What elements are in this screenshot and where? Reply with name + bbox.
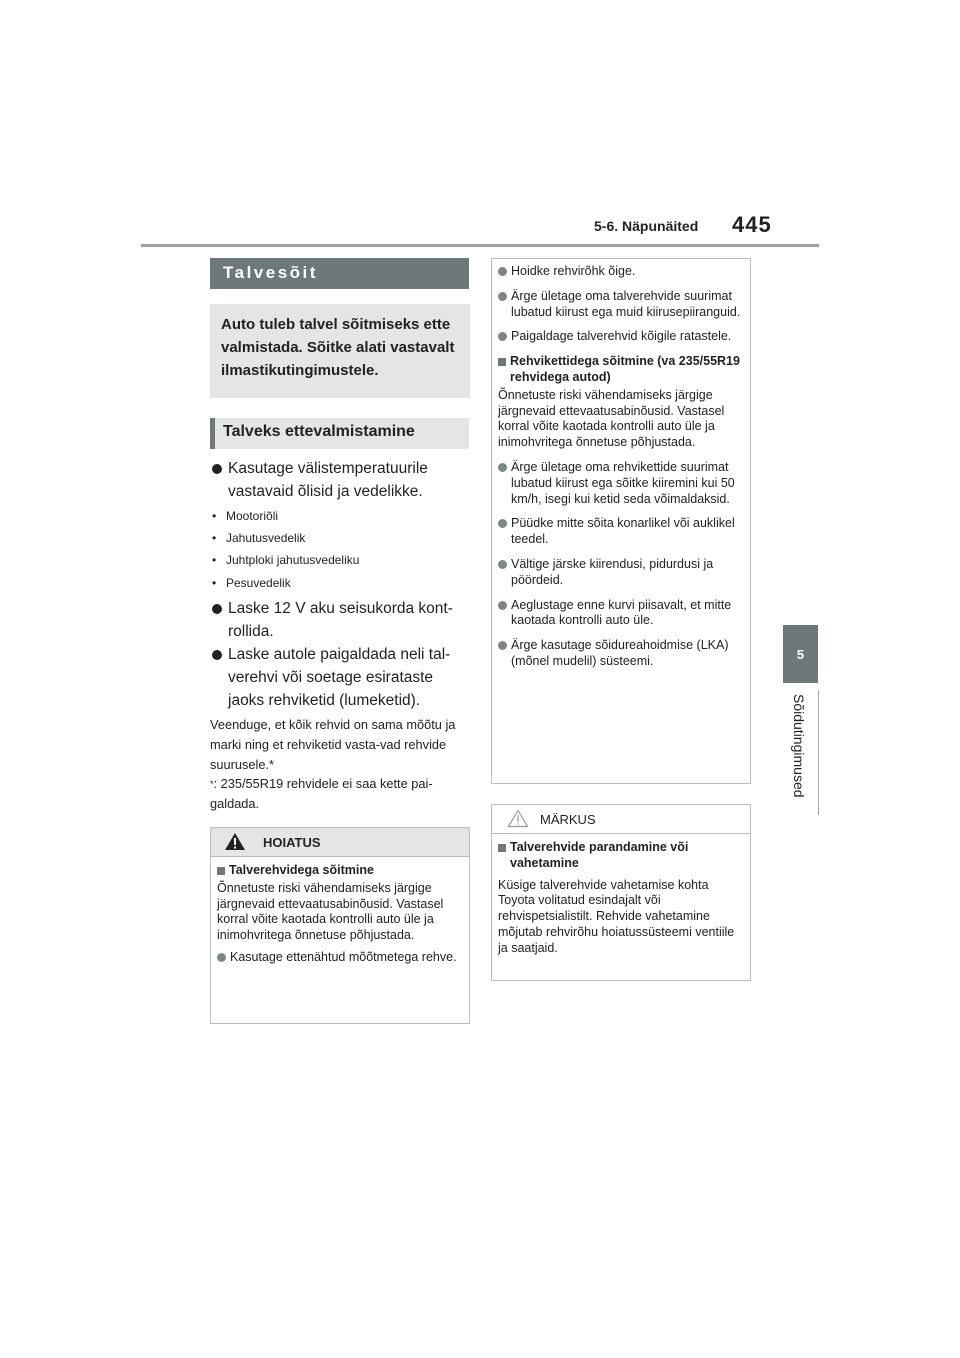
bullet-dot [498, 641, 507, 650]
list-item-text: Ärge kasutage sõidureahoidmise (LKA) (mõnel mudelil) süsteemi. [511, 638, 729, 668]
warning-header [211, 828, 469, 857]
list-item-text: Mootoriõli [226, 509, 279, 523]
bullet-dot [498, 292, 507, 301]
list-item-text: Püüdke mitte sõita konarlikel või auklikel teedel. [511, 516, 735, 547]
bullet-text: Laske autole paigaldada neli tal-verehvi või soetage esirataste jaoks rehviketid (lumeketid). [228, 646, 451, 709]
chains-text: Õnnetuste riski vähendamiseks järgige järgnevaid ettevaatusabinõusid. Vastasel korral võite kaotada kontrolli auto üle ja inimohvritega õnnetuse põhjustada. [498, 387, 725, 450]
bullet-dot [498, 267, 507, 276]
page-number: 445 [732, 212, 772, 237]
section-title: 5-6. Näpunäited [594, 218, 699, 234]
footnote [210, 774, 472, 814]
notice-heading-text: Talverehvide parandamine või vahetamine [510, 840, 689, 870]
side-rule [818, 690, 819, 815]
bullet-text: Kasutage välistemperatuurile vastavaid õlisid ja vedelikke. [228, 460, 428, 500]
notice-header [492, 805, 750, 834]
list-item [498, 516, 744, 548]
warning-continued-box [491, 258, 751, 784]
list-item-text: Juhtploki jahutusvedeliku [226, 553, 360, 567]
notice-heading [498, 840, 744, 872]
bullet-fluids [210, 457, 472, 503]
bullet-dot [212, 650, 222, 660]
list-item [498, 557, 744, 589]
chains-heading-text: Rehvikettidega sõitmine (va 235/55R19 rehvidega autod) [510, 354, 740, 384]
square-bullet-icon [498, 844, 506, 852]
list-item-text: Hoidke rehvirõhk õige. [511, 264, 636, 278]
list-item-text: Paigaldage talverehvid kõigile ratastele. [511, 329, 732, 344]
list-item [498, 460, 744, 507]
section-heading: Talvesõit [223, 263, 318, 282]
list-item [498, 598, 744, 630]
subheading-accent [210, 418, 215, 449]
header-rule [141, 244, 819, 247]
square-bullet-icon [217, 867, 225, 875]
list-item: • Pesuvedelik [212, 576, 291, 590]
square-bullet-icon [498, 358, 506, 366]
list-item [498, 264, 744, 280]
intro-box [210, 304, 470, 398]
chapter-label [781, 694, 809, 814]
footnote-text: : 235/55R19 rehvidele ei saa kette pai-galdada. [210, 776, 433, 811]
chapter-label-text: Sõidutingimused [791, 694, 807, 798]
chapter-tab [783, 625, 818, 683]
subheading-bar [210, 418, 469, 449]
footnote-mark: * [210, 779, 214, 789]
warning-title: HOIATUS [263, 835, 321, 850]
note-text: Veenduge, et kõik rehvid on sama mõõtu ja marki ning et rehviketid vasta-vad rehvide suurusele.* [210, 717, 456, 772]
warning-heading [217, 863, 463, 879]
list-item-text: Jahutusvedelik [226, 531, 306, 545]
bullet-dot [498, 560, 507, 569]
list-item: • Mootoriõli [212, 509, 279, 523]
list-item [498, 329, 744, 345]
list-item: • Juhtploki jahutusvedeliku [212, 553, 360, 567]
bullet-dot [498, 519, 507, 528]
notice-box [491, 804, 751, 981]
notice-icon [507, 809, 529, 831]
list-item-text: Pesuvedelik [226, 576, 291, 590]
warning-item [217, 950, 463, 966]
list-item: • Jahutusvedelik [212, 531, 306, 545]
list-item-text: Ärge ületage oma talverehvide suurimat lubatud kiirust ega muid kiirusepiiranguid. [511, 288, 741, 319]
bullet-tires [210, 643, 472, 712]
warning-heading-text: Talverehvidega sõitmine [229, 863, 374, 877]
bullet-dot [217, 953, 226, 962]
bullet-dot [212, 604, 222, 614]
bullet-dot [498, 332, 507, 341]
notice-title: MÄRKUS [540, 812, 596, 827]
intro-text: Auto tuleb talvel sõitmiseks ette valmistada. Sõitke alati vastavalt ilmastikutingimustele. [221, 316, 455, 379]
list-item [498, 289, 744, 321]
notice-text: Küsige talverehvide vahetamise kohta Toyota volitatud esindajalt või rehvispetsialistilt. Rehvide vahetamine mõjutab rehvirõhu hoiatussüsteemi ventiile ja saatjaid. [498, 877, 735, 955]
bullet-dot [212, 464, 222, 474]
chains-heading [498, 354, 744, 386]
warning-text: Õnnetuste riski vähendamiseks järgige järgnevaid ettevaatusabinõusid. Vastasel korral võite kaotada kontrolli auto üle ja inimohvritega õnnetuse põhjustada. [217, 880, 444, 943]
chapter-number: 5 [796, 647, 805, 662]
warning-icon [224, 832, 246, 854]
list-item-text: Aeglustage enne kurvi piisavalt, et mitte kaotada kontrolli auto üle. [511, 597, 732, 628]
warning-item-text: Kasutage ettenähtud mõõtmetega rehve. [230, 949, 457, 964]
list-item-text: Vältige järske kiirendusi, pidurdusi ja pöördeid. [511, 556, 714, 587]
bullet-dot [498, 463, 507, 472]
section-heading-bar [210, 258, 469, 289]
warning-box [210, 827, 470, 1024]
bullet-battery [210, 597, 472, 643]
bullet-dot [498, 601, 507, 610]
list-item-text: Ärge ületage oma rehvikettide suurimat lubatud kiirust ega sõitke kiiremini kui 50 km/h, isegi kui ketid seda võimaldaksid. [511, 459, 735, 506]
bullet-text: Laske 12 V aku seisukorda kont-rollida. [228, 600, 453, 640]
subheading: Talveks ettevalmistamine [223, 423, 415, 440]
list-item [498, 638, 744, 670]
